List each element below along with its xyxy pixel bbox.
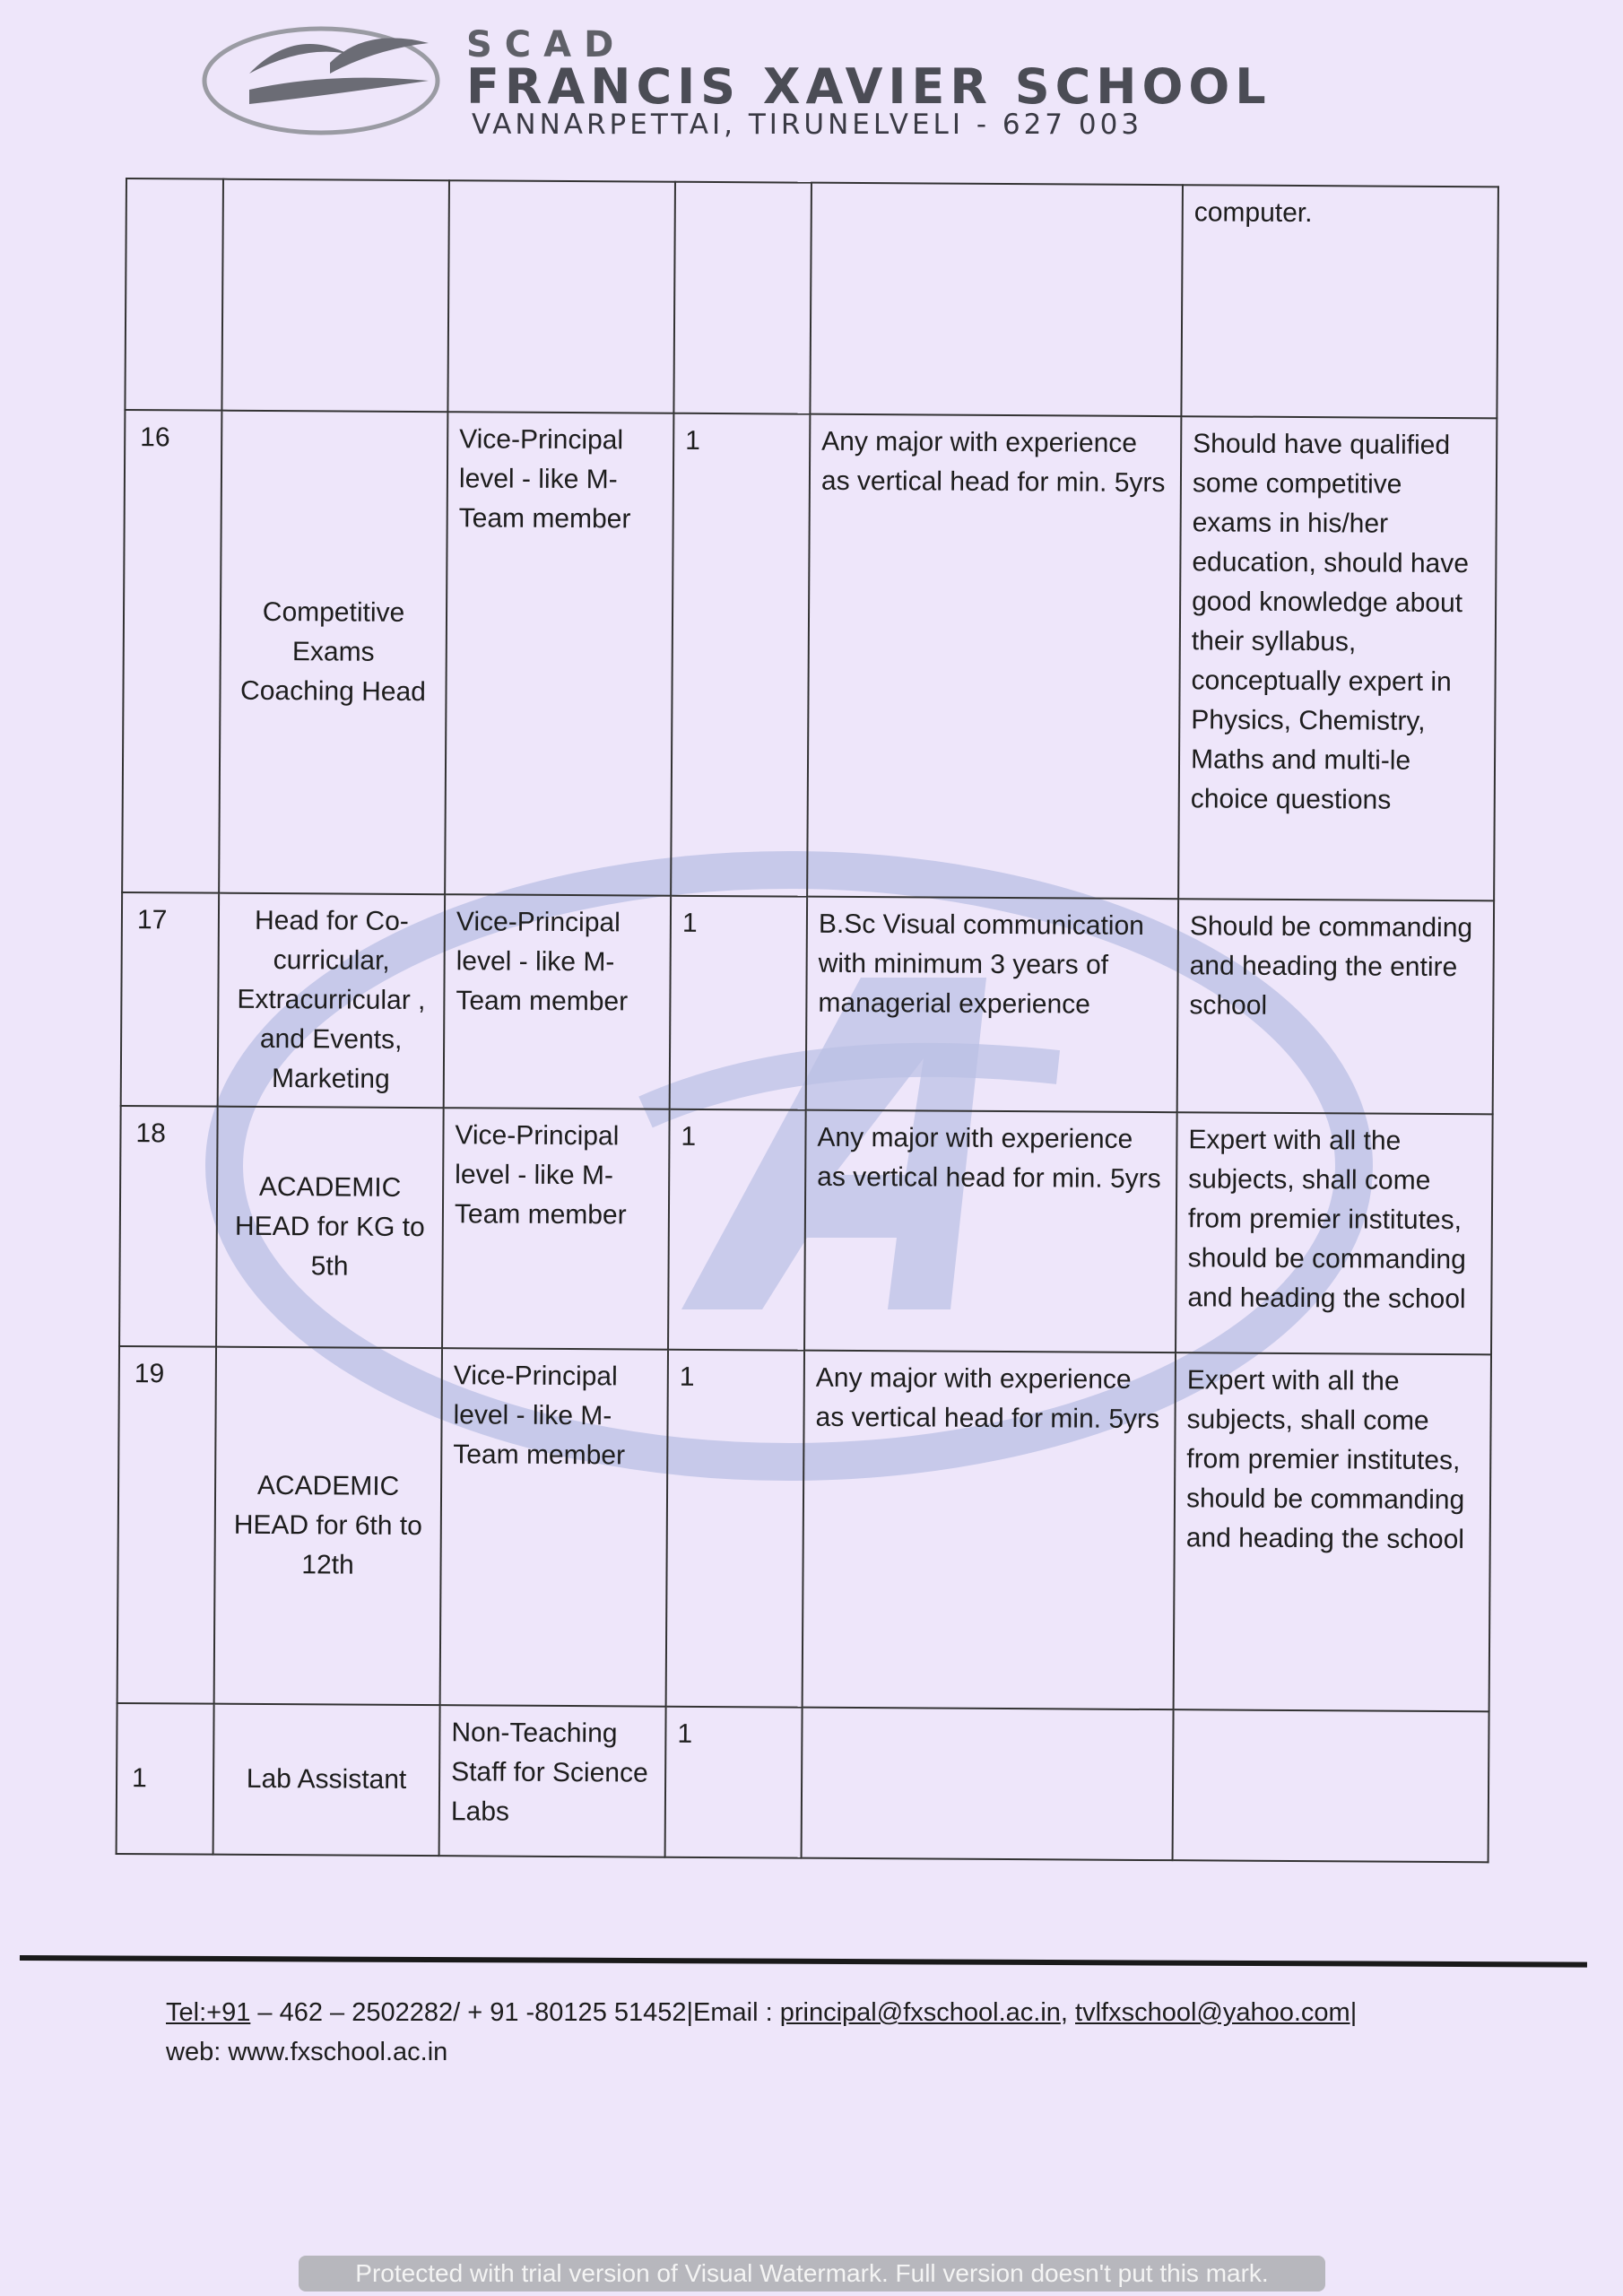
table-row <box>117 1346 1491 1711</box>
qualification-cell: Any major with experience as vertical head for min. 5yrs <box>807 414 1181 900</box>
school-logo-icon <box>195 18 456 144</box>
level-cell: Vice-Principal level - like M-Team member <box>445 412 673 896</box>
qualification-cell: B.Sc Visual communication with minimum 3 years of managerial experience <box>806 897 1178 1113</box>
level-cell: Vice-Principal level - like M-Team member <box>440 1348 668 1707</box>
qualification-cell <box>810 183 1183 417</box>
school-name: FRANCIS XAVIER SCHOOL <box>466 58 1271 115</box>
remarks-cell: Should have qualified some competitive exams in his/her education, should have good knowledge about their syllabus, conceptually expert in Physics, Chemistry, Maths and multi-le choice questions <box>1178 416 1497 900</box>
remarks-cell: Expert with all the subjects, shall come from premier institutes, should be commanding and heading the school <box>1174 1352 1491 1711</box>
trial-watermark-banner: Protected with trial version of Visual Watermark. Full version doesn't put this mark. <box>299 2256 1325 2292</box>
serial-number-cell: 16 <box>122 410 221 893</box>
email-link-principal[interactable]: principal@fxschool.ac.in <box>779 1998 1061 2027</box>
post-name-cell: Head for Co-curricular, Extracurricular , and Events, Marketing <box>218 893 445 1109</box>
vacancy-count-cell: 1 <box>666 1350 804 1708</box>
vacancy-count-cell: 1 <box>668 1109 806 1351</box>
remarks-cell <box>1173 1709 1489 1862</box>
remarks-cell: Expert with all the subjects, shall come from premier institutes, should be commanding and heading the school <box>1176 1112 1493 1354</box>
school-address: VANNARPETTAI, TIRUNELVELI - 627 003 <box>472 109 1143 141</box>
serial-number-cell: 1 <box>117 1703 214 1855</box>
level-cell: Vice-Principal level - like M-Team member <box>444 894 671 1109</box>
level-cell <box>447 180 675 413</box>
post-name-cell: ACADEMIC HEAD for 6th to 12th <box>214 1347 442 1706</box>
level-cell: Non-Teaching Staff for Science Labs <box>439 1705 666 1857</box>
table-row <box>119 1106 1493 1354</box>
post-name-cell: ACADEMIC HEAD for KG to 5th <box>216 1107 444 1349</box>
vacancy-count-cell: 1 <box>665 1707 803 1858</box>
telephone-numbers: – 462 – 2502282/ + 91 -80125 51452|Email : <box>250 1998 780 2027</box>
post-name-cell <box>221 179 449 413</box>
level-cell: Vice-Principal level - like M-Team member <box>442 1108 670 1350</box>
vacancy-table <box>116 178 1499 1863</box>
post-name-cell: Competitive Exams Coaching Head <box>219 411 447 895</box>
vacancy-count-cell: 1 <box>671 413 810 897</box>
email-link-yahoo[interactable]: tvlfxschool@yahoo.com| <box>1075 1998 1358 2027</box>
table-row <box>125 178 1498 418</box>
serial-number-cell: 17 <box>121 892 219 1107</box>
footer-contact-line <box>166 1993 1357 2032</box>
website-link[interactable]: web: www.fxschool.ac.in <box>166 2038 448 2066</box>
post-name-cell: Lab Assistant <box>213 1704 440 1857</box>
remarks-cell: Should be commanding and heading the entire school <box>1177 899 1494 1114</box>
qualification-cell: Any major with experience as vertical head for min. 5yrs <box>803 1351 1176 1710</box>
table-row <box>122 410 1497 900</box>
remarks-cell: computer. <box>1181 185 1498 418</box>
table-row <box>121 892 1494 1114</box>
telephone-label: Tel:+91 <box>166 1998 251 2027</box>
qualification-cell: Any major with experience as vertical head for min. 5yrs <box>804 1110 1177 1353</box>
qualification-cell <box>802 1708 1174 1861</box>
vacancy-count-cell <box>673 182 812 414</box>
email-separator: , <box>1060 1998 1076 2027</box>
table-row <box>117 1703 1489 1862</box>
serial-number-cell: 18 <box>119 1106 218 1347</box>
footer-contact <box>166 1993 1357 2072</box>
serial-number-cell <box>125 178 223 411</box>
vacancy-count-cell: 1 <box>670 896 807 1110</box>
serial-number-cell: 19 <box>117 1346 216 1704</box>
footer-divider <box>20 1955 1587 1968</box>
brand-acronym: SCAD <box>466 24 627 65</box>
